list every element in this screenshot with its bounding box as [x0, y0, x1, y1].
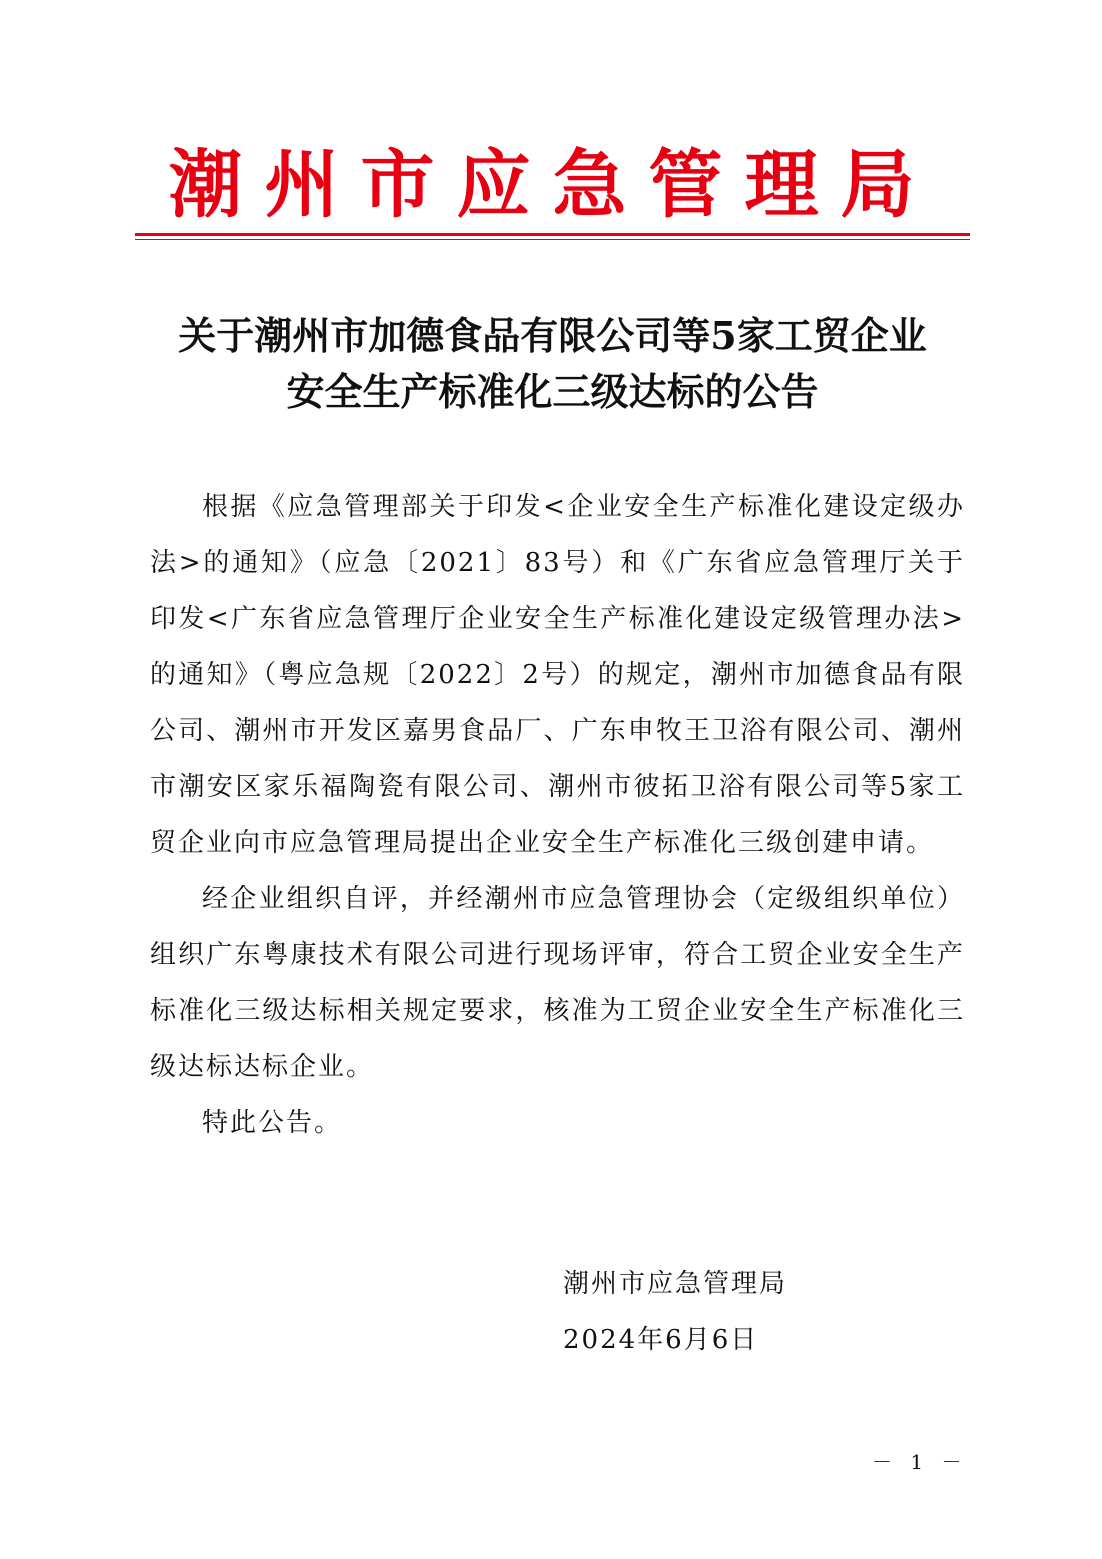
document-body	[150, 479, 965, 1151]
signature-block	[563, 1256, 787, 1368]
document-title	[135, 308, 970, 420]
signature-date: 2024年6月6日	[563, 1325, 759, 1355]
document-title-line-1: 关于潮州市加德食品有限公司等5家工贸企业	[178, 313, 927, 358]
body-paragraph-2: 经企业组织自评，并经潮州市应急管理协会（定级组织单位）组织广东粤康技术有限公司进行现场评审，符合工贸企业安全生产标准化三级达标相关规定要求，核准为工贸企业安全生产标准化三级达标达标企业。	[150, 884, 965, 1082]
signature-organization: 潮州市应急管理局	[563, 1269, 788, 1299]
document-header-organization: 潮州市应急管理局	[168, 142, 937, 228]
page-number: － 1 －	[872, 1450, 968, 1474]
document-title-line-2: 安全生产标准化三级达标的公告	[286, 369, 819, 414]
header-divider-thin	[135, 239, 970, 240]
header-divider-thick	[135, 233, 970, 236]
body-paragraph-1: 根据《应急管理部关于印发<企业安全生产标准化建设定级办法>的通知》（应急〔2021〕83号）和《广东省应急管理厅关于印发<广东省应急管理厅企业安全生产标准化建设定级管理办法>的通知》（粤应急规〔2022〕2号）的规定，潮州市加德食品有限公司、潮州市开发区嘉男食品厂、广东申牧王卫浴有限公司、潮州市潮安区家乐福陶瓷有限公司、潮州市彼拓卫浴有限公司等5家工贸企业向市应急管理局提出企业安全生产标准化三级创建申请。	[150, 492, 965, 858]
body-paragraph-3: 特此公告。	[202, 1108, 343, 1138]
